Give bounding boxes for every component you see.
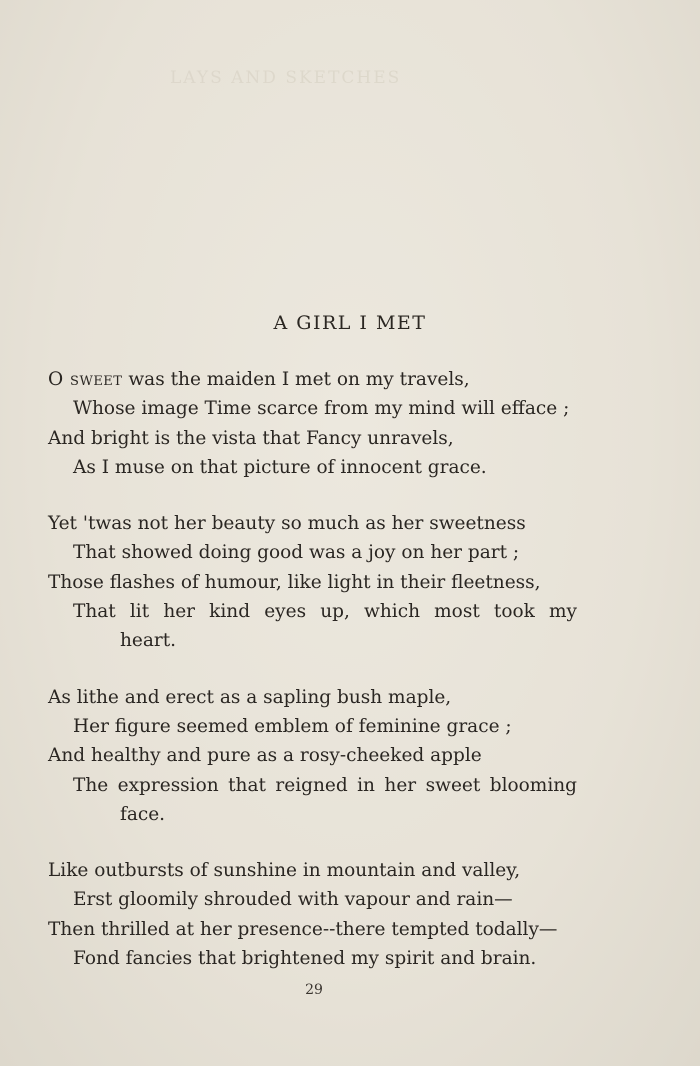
poem-line: Fond fancies that brightened my spirit and brain.: [73, 948, 537, 970]
poem-title: A GIRL I MET: [273, 312, 427, 334]
poem-line: That showed doing good was a joy on her part ;: [73, 542, 520, 564]
poem-line: Like outbursts of sunshine in mountain and valley,: [48, 860, 521, 882]
poem-line: And healthy and pure as a rosy-cheeked apple: [48, 745, 482, 767]
poem-line: As lithe and erect as a sapling bush maple,: [48, 686, 452, 708]
poem-body: [48, 365, 588, 1000]
poem-line: Her figure seemed emblem of feminine grace ;: [73, 715, 512, 737]
poem-line: As I muse on that picture of innocent grace.: [73, 456, 487, 478]
poem-line: Yet 'twas not her beauty so much as her sweetness: [48, 513, 526, 535]
stanza-4: [48, 856, 588, 973]
show-through-running-head: LAYS AND SKETCHES: [170, 68, 402, 88]
stanza-1: [48, 365, 588, 482]
poem-line: Those flashes of humour, like light in their fleetness,: [48, 571, 541, 593]
line-text: was the maiden I met on my travels,: [122, 369, 470, 390]
stanza-3: [48, 683, 588, 829]
poem-line: The expression that reigned in her sweet blooming: [73, 774, 577, 796]
poem-line-turnover: heart.: [120, 630, 177, 652]
poem-line: [48, 365, 588, 394]
poem-line: That lit her kind eyes up, which most took my: [73, 601, 577, 623]
poem-line-turnover: face.: [120, 803, 166, 825]
poem-line: Whose image Time scarce from my mind will efface ;: [73, 398, 570, 420]
opening-dropword: O sweet: [48, 369, 123, 390]
stanza-2: [48, 509, 588, 655]
poem-line: And bright is the vista that Fancy unravels,: [48, 427, 454, 449]
page-number: 29: [305, 982, 323, 998]
poem-line: Then thrilled at her presence--there tempted todally—: [48, 918, 558, 940]
poem-line: Erst gloomily shrouded with vapour and rain—: [73, 889, 513, 911]
